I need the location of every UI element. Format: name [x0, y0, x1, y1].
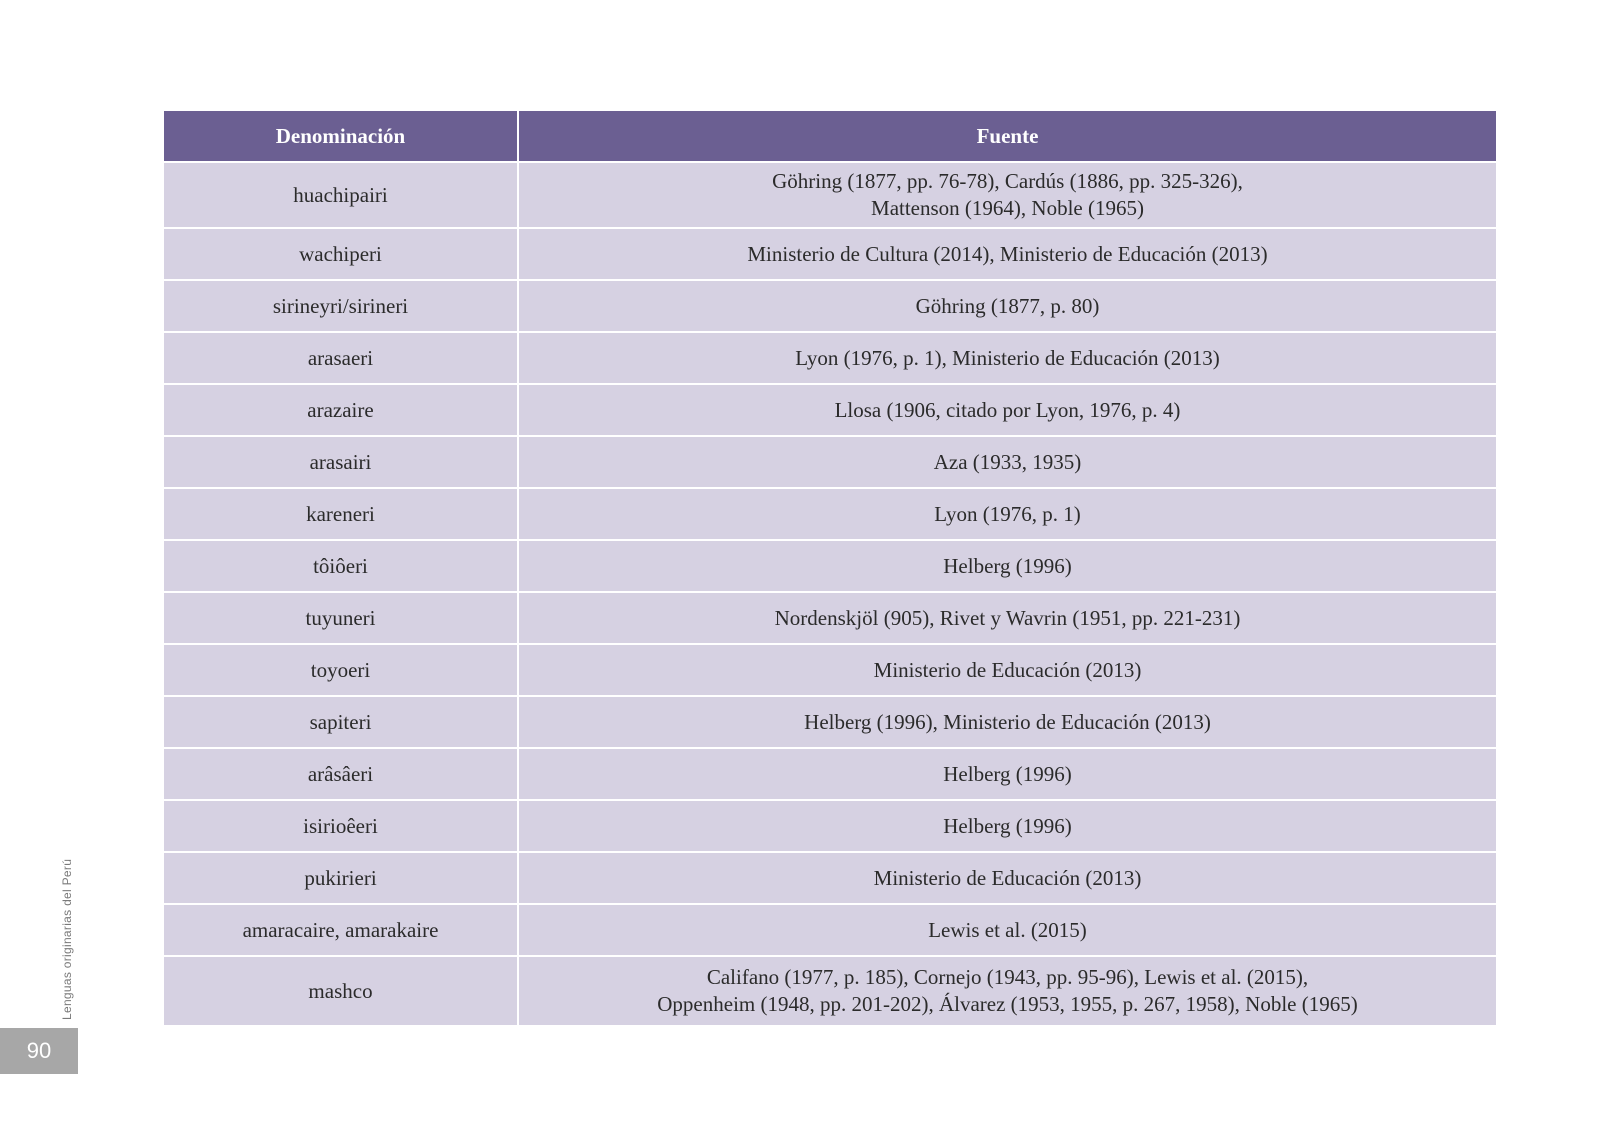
fuente-line: Ministerio de Educación (2013) — [873, 865, 1142, 890]
denominacion-cell: sapiteri — [164, 696, 518, 748]
table-row — [164, 228, 1496, 280]
table-row — [164, 748, 1496, 800]
fuente-line: Califano (1977, p. 185), Cornejo (1943, pp. 95-96), Lewis et al. (2015), — [706, 965, 1309, 989]
fuente-cell — [518, 332, 1496, 384]
fuente-line: Lewis et al. (2015) — [928, 917, 1087, 942]
fuente-line: Llosa (1906, citado por Lyon, 1976, p. 4) — [834, 397, 1181, 422]
fuente-line: Helberg (1996) — [943, 761, 1072, 786]
fuente-line: Oppenheim (1948, pp. 201-202), Álvarez (1953, 1955, p. 267, 1958), Noble (1965) — [657, 992, 1358, 1016]
table-row — [164, 644, 1496, 696]
table-row — [164, 332, 1496, 384]
table-row — [164, 162, 1496, 228]
fuente-line: Aza (1933, 1935) — [933, 449, 1082, 474]
table-row — [164, 852, 1496, 904]
table-row — [164, 956, 1496, 1025]
running-title: Lenguas originarias del Perú — [60, 858, 74, 1020]
denominacion-cell: huachipairi — [164, 162, 518, 228]
fuente-line: Göhring (1877, pp. 76-78), Cardús (1886, pp. 325-326), — [772, 169, 1243, 193]
fuente-cell — [518, 384, 1496, 436]
fuente-cell — [518, 592, 1496, 644]
denominacion-cell: amaracaire, amarakaire — [164, 904, 518, 956]
fuente-cell — [518, 956, 1496, 1025]
denominacion-cell: arasairi — [164, 436, 518, 488]
table-row — [164, 280, 1496, 332]
sources-table-container — [164, 111, 1496, 1025]
fuente-line: Helberg (1996), Ministerio de Educación (2013) — [804, 709, 1211, 734]
fuente-line: Ministerio de Educación (2013) — [873, 657, 1142, 682]
header-fuente: Fuente — [518, 111, 1496, 162]
fuente-cell — [518, 852, 1496, 904]
denominacion-cell: arazaire — [164, 384, 518, 436]
fuente-cell — [518, 488, 1496, 540]
table-row — [164, 384, 1496, 436]
fuente-cell — [518, 228, 1496, 280]
denominations-table — [164, 111, 1496, 1025]
fuente-line: Helberg (1996) — [943, 813, 1072, 838]
denominacion-cell: arâsâeri — [164, 748, 518, 800]
table-row — [164, 800, 1496, 852]
fuente-line: Lyon (1976, p. 1), Ministerio de Educación (2013) — [795, 345, 1220, 370]
page-number: 90 — [0, 1028, 78, 1074]
fuente-line: Lyon (1976, p. 1) — [934, 501, 1081, 526]
fuente-cell — [518, 800, 1496, 852]
denominacion-cell: wachiperi — [164, 228, 518, 280]
fuente-line: Helberg (1996) — [943, 553, 1072, 578]
fuente-cell — [518, 162, 1496, 228]
table-row — [164, 488, 1496, 540]
table-row — [164, 436, 1496, 488]
fuente-cell — [518, 644, 1496, 696]
table-body — [164, 162, 1496, 1025]
denominacion-cell: mashco — [164, 956, 518, 1025]
denominacion-cell: toyoeri — [164, 644, 518, 696]
denominacion-cell: arasaeri — [164, 332, 518, 384]
fuente-cell — [518, 540, 1496, 592]
table-header-row — [164, 111, 1496, 162]
fuente-cell — [518, 904, 1496, 956]
fuente-cell — [518, 748, 1496, 800]
fuente-cell — [518, 696, 1496, 748]
header-denominacion: Denominación — [164, 111, 518, 162]
denominacion-cell: tôiôeri — [164, 540, 518, 592]
fuente-cell — [518, 280, 1496, 332]
table-row — [164, 540, 1496, 592]
denominacion-cell: pukirieri — [164, 852, 518, 904]
table-row — [164, 904, 1496, 956]
fuente-line: Göhring (1877, p. 80) — [915, 293, 1100, 318]
table-row — [164, 592, 1496, 644]
table-row — [164, 696, 1496, 748]
denominacion-cell: sirineyri/sirineri — [164, 280, 518, 332]
fuente-line: Mattenson (1964), Noble (1965) — [871, 196, 1144, 220]
denominacion-cell: isirioêeri — [164, 800, 518, 852]
fuente-line: Nordenskjöl (905), Rivet y Wavrin (1951, pp. 221-231) — [774, 605, 1241, 630]
fuente-cell — [518, 436, 1496, 488]
denominacion-cell: kareneri — [164, 488, 518, 540]
denominacion-cell: tuyuneri — [164, 592, 518, 644]
fuente-line: Ministerio de Cultura (2014), Ministerio de Educación (2013) — [747, 241, 1268, 266]
